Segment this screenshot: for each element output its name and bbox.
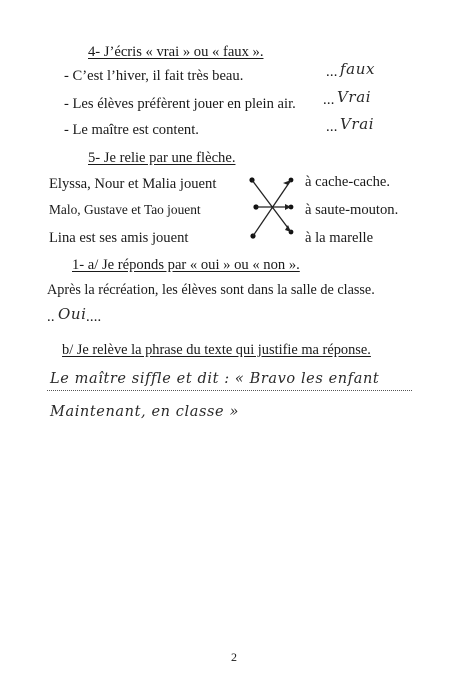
q4-dots-3: ... xyxy=(326,119,338,135)
q5-right-2: à saute-mouton. xyxy=(305,202,399,218)
q5-title: 5- Je relie par une flèche. xyxy=(88,150,236,166)
q4-dots-1: ... xyxy=(326,64,338,80)
q1b-title: b/ Je relève la phrase du texte qui justifie ma réponse. xyxy=(62,342,371,358)
q4-statement-2: - Les élèves préfèrent jouer en plein air. xyxy=(64,96,296,112)
q4-answer-2: Vrai xyxy=(337,88,372,106)
q1a-dots-after: .... xyxy=(86,309,102,325)
q1a-answer: Oui xyxy=(58,305,87,323)
q1a-dots-before: .. xyxy=(47,309,55,325)
q4-answer-3: Vrai xyxy=(340,115,375,133)
q1a-title: 1- a/ Je réponds par « oui » ou « non ». xyxy=(72,257,300,273)
q4-statement-1: - C’est l’hiver, il fait très beau. xyxy=(64,68,244,84)
q5-right-3: à la marelle xyxy=(305,230,374,246)
q5-left-1: Elyssa, Nour et Malia jouent xyxy=(49,176,217,192)
q5-left-2: Malo, Gustave et Tao jouent xyxy=(49,202,201,217)
q4-answer-1: faux xyxy=(340,60,376,78)
q4-title: 4- J’écris « vrai » ou « faux ». xyxy=(88,44,264,60)
q4-statement-3: - Le maître est content. xyxy=(64,122,199,138)
q1a-question: Après la récréation, les élèves sont dans la salle de classe. xyxy=(47,282,375,298)
q1b-answer-line-2: Maintenant, en classe » xyxy=(50,404,239,420)
q5-right-1: à cache-cache. xyxy=(305,174,391,190)
q1b-answer-line-1: Le maître siffle et dit : « Bravo les enfant xyxy=(50,371,380,387)
q4-dots-2: ... xyxy=(323,92,335,108)
q1b-dotted-line-1 xyxy=(47,390,412,391)
q5-left-3: Lina est ses amis jouent xyxy=(49,230,189,246)
page-number: 2 xyxy=(231,650,237,664)
